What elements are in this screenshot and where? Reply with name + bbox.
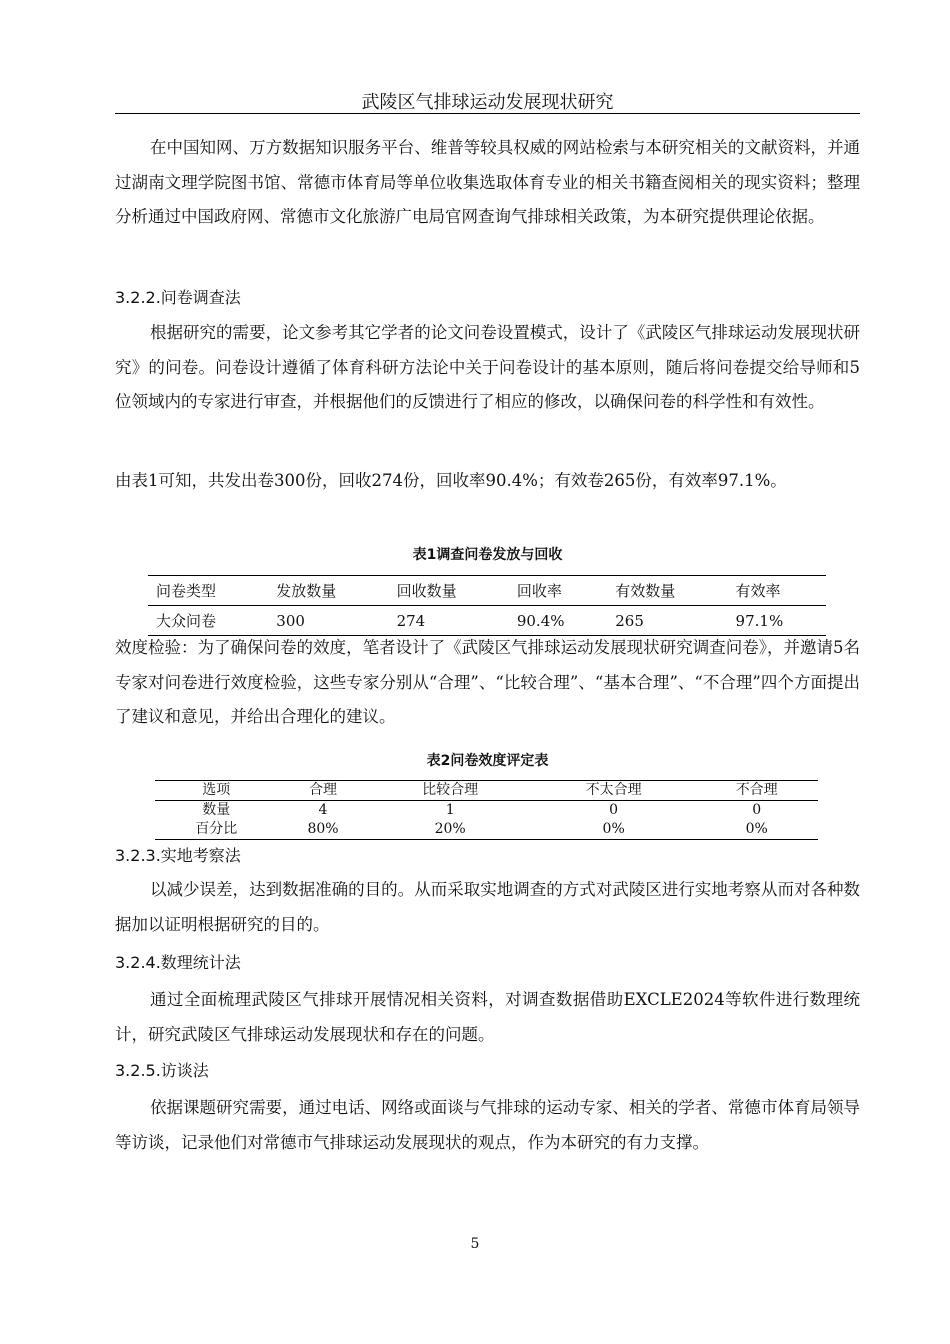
table-row — [155, 820, 818, 840]
table-cell: 97.1% — [735, 611, 784, 630]
table-header-cell: 合理 — [309, 782, 338, 798]
table-header-cell: 不太合理 — [585, 782, 642, 798]
paragraph-statistics: 通过全面梳理武陵区气排球开展情况相关资料，对调查数据借助EXCLE2024等软件进行数理统计，研究武陵区气排球运动发展现状和存在的问题。 — [115, 990, 860, 1044]
table-cell: 265 — [615, 611, 644, 630]
table-cell: 0% — [745, 821, 768, 837]
table-questionnaire-distribution — [148, 575, 826, 636]
table-header-cell: 发放数量 — [276, 582, 337, 600]
table-row — [155, 801, 818, 821]
header-rule — [115, 113, 860, 114]
table-header-row — [155, 781, 818, 801]
table-cell: 80% — [307, 821, 339, 837]
page-number: 5 — [470, 1236, 480, 1252]
table-cell: 4 — [318, 802, 328, 818]
table1-caption: 表1调查问卷发放与回收 — [412, 547, 563, 563]
table-cell: 1 — [445, 802, 455, 818]
paragraph-interview: 依据课题研究需要，通过电话、网络或面谈与气排球的运动专家、相关的学者、常德市体育局领导等访谈，记录他们对常德市气排球运动发展现状的观点，作为本研究的有力支撑。 — [115, 1098, 860, 1152]
table-cell: 0% — [602, 821, 625, 837]
table-header-cell: 有效数量 — [615, 582, 676, 600]
heading-3-2-4: 3.2.4.数理统计法 — [115, 953, 241, 972]
heading-3-2-2: 3.2.2.问卷调查法 — [115, 288, 241, 307]
table-cell: 百分比 — [195, 821, 238, 837]
table-validity-evaluation — [155, 780, 818, 840]
table-header-cell: 回收数量 — [396, 582, 457, 600]
table2-caption: 表2问卷效度评定表 — [426, 753, 549, 769]
heading-3-2-5: 3.2.5.访谈法 — [115, 1061, 209, 1080]
table-cell: 0 — [609, 802, 619, 818]
table-cell: 300 — [276, 611, 305, 630]
table-header-cell: 不合理 — [735, 782, 778, 798]
table-header-cell: 有效率 — [735, 582, 781, 600]
table-cell: 274 — [396, 611, 426, 630]
table-cell: 大众问卷 — [156, 612, 217, 630]
table-header-cell: 比较合理 — [422, 782, 479, 798]
running-header: 武陵区气排球运动发展现状研究 — [361, 92, 614, 113]
paragraph-validity-test: 效度检验：为了确保问卷的效度，笔者设计了《武陵区气排球运动发展现状研究调查问卷》，并邀请5名专家对问卷进行效度检验，这些专家分别从“合理”、“比较合理”、“基本合理”、“不合理”四个方面提出了建议和意见，并给出合理化的建议。 — [115, 638, 860, 726]
table-header-cell: 问卷类型 — [156, 582, 217, 600]
table-header-cell: 选项 — [202, 782, 231, 798]
heading-3-2-3: 3.2.3.实地考察法 — [115, 846, 241, 865]
paragraph-field-survey: 以减少误差，达到数据准确的目的。从而采取实地调查的方式对武陵区进行实地考察从而对各种数据加以证明根据研究的目的。 — [115, 880, 860, 934]
table-cell: 20% — [434, 821, 466, 837]
paragraph-literature: 在中国知网、万方数据知识服务平台、维普等较具权威的网站检索与本研究相关的文献资料，并通过湖南文理学院图书馆、常德市体育局等单位收集选取体育专业的相关书籍查阅相关的现实资料；整理分析通过中国政府网、常德市文化旅游广电局官网查询气排球相关政策，为本研究提供理论依据。 — [115, 138, 860, 226]
table-header-cell: 回收率 — [516, 582, 562, 600]
table-header-row — [148, 576, 826, 606]
paragraph-table1-summary: 由表1可知，共发出卷300份，回收274份，回收率90.4%；有效卷265份，有效率97.1%。 — [115, 471, 787, 490]
table-cell: 90.4% — [516, 611, 565, 630]
paragraph-questionnaire: 根据研究的需要，论文参考其它学者的论文问卷设置模式，设计了《武陵区气排球运动发展现状研究》的问卷。问卷设计遵循了体育科研方法论中关于问卷设计的基本原则，随后将问卷提交给导师和5位领域内的专家进行审查，并根据他们的反馈进行了相应的修改，以确保问卷的科学性和有效性。 — [115, 323, 860, 411]
table-cell: 0 — [752, 802, 762, 818]
table-cell: 数量 — [202, 802, 231, 818]
